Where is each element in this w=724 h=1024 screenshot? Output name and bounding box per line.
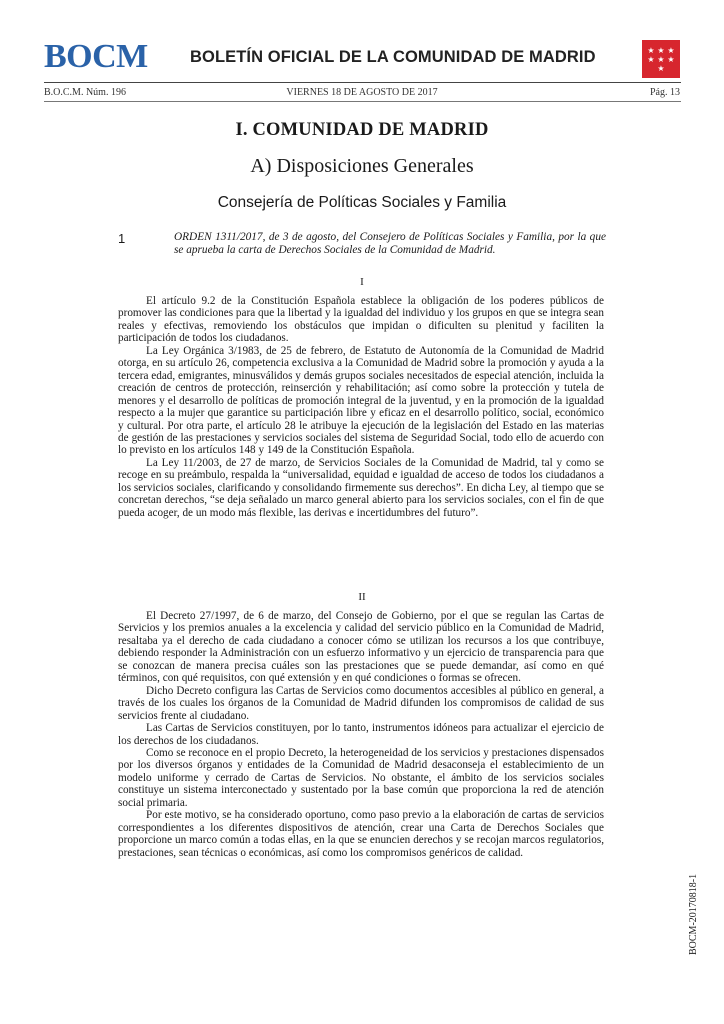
- bocm-logo: BOCM: [44, 38, 148, 75]
- paragraph: Las Cartas de Servicios constituyen, por lo tanto, instrumentos idóneos para actualizar el ejercicio de los derechos de los ciudadanos.: [118, 722, 604, 747]
- gazette-title: BOLETÍN OFICIAL DE LA COMUNIDAD DE MADRID: [190, 48, 596, 66]
- part-numeral: II: [358, 591, 366, 603]
- issue-number: B.O.C.M. Núm. 196: [44, 87, 126, 98]
- part-body: [118, 295, 604, 519]
- paragraph: El Decreto 27/1997, de 6 de marzo, del Consejo de Gobierno, por el que se regulan las Cartas de Servicios y los premios anuales a la excelencia y calidad del servicio público en la Comunidad de Madrid, resaltaba ya el derecho de cada ciudadano a conocer cómo se utilizan los recursos a los que contribuye, debiendo responder la Administración con un esfuerzo informativo y un ejercicio de transparencia para que se conozcan de manera precisa cuáles son las prestaciones que se puede demandar, así como en qué términos, con qué requisitos, con qué extensión y en qué condiciones o formas se ofrecen.: [118, 610, 604, 685]
- subsection-heading: A) Disposiciones Generales: [250, 155, 474, 177]
- document-code: BOCM-20170818-1: [688, 873, 699, 955]
- page-number: Pág. 13: [650, 87, 680, 98]
- paragraph: La Ley 11/2003, de 27 de marzo, de Servicios Sociales de la Comunidad de Madrid, tal y como se recoge en su preámbulo, respalda la “universalidad, equidad e igualdad de acceso de todos los ciudadanos a los servicios sociales, clarificando y consolidando firmemente sus derechos”. En dicha Ley, al tiempo que se concretan derechos, “se deja señalado un marco general abierto para los servicios sociales, con el fin de que pueda acoger, de un modo más flexible, las derivas e incertidumbres del futuro”.: [118, 456, 604, 519]
- paragraph: La Ley Orgánica 3/1983, de 25 de febrero, de Estatuto de Autonomía de la Comunidad de Madrid otorga, en su artículo 26, competencia exclusiva a la Comunidad de Madrid sobre la promoción y ayuda a la tercera edad, emigrantes, minusválidos y demás grupos sociales necesitados de especial atención, incluida la creación de centros de protección, reinserción y rehabilitación; así como sobre la protección y tutela de menores y el desarrollo de políticas de promoción integral de la juventud, y en la promoción de la igualdad respecto a la mujer que garantice su participación libre y eficaz en el desarrollo político, social, económico y cultural. Por otra parte, el artículo 28 le atribuye la ejecución de la legislación del Estado en las materias de gestión de las prestaciones y servicios sociales del sistema de Seguridad Social, todo ello de acuerdo con lo previsto en los artículos 148 y 149 de la Constitución Española.: [118, 344, 604, 457]
- paragraph: Dicho Decreto configura las Cartas de Servicios como documentos accesibles al público en general, a través de los cuales los órganos de la Comunidad de Madrid difunden los compromisos de calidad de sus servicios frente al ciudadano.: [118, 684, 604, 722]
- order-number: 1: [118, 231, 126, 246]
- part-numeral: I: [360, 276, 364, 288]
- paragraph: Como se reconoce en el propio Decreto, la heterogeneidad de los servicios y prestaciones dispensados por los diversos órganos y entidades de la Comunidad de Madrid desaconseja el establecimiento de un modelo uniforme y cerrado de Cartas de Servicios. No obstante, el ámbito de los servicios sociales constituye un sistema interconectado y sustentado por la base común que proporciona la red de atención social primaria.: [118, 746, 604, 809]
- department-heading: Consejería de Políticas Sociales y Familia: [217, 194, 507, 211]
- section-heading: I. COMUNIDAD DE MADRID: [235, 120, 489, 140]
- paragraph: Por este motivo, se ha considerado oportuno, como paso previo a la elaboración de cartas de servicios correspondientes a los diferentes dispositivos de atención, crear una Carta de Derechos Sociales que proporcione un marco común a todas ellas, en la que se enuncien derechos y se recojan marcos regulatorios, prestaciones, sean técnicas o económicas, así como los compromisos genéricos de calidad.: [118, 809, 604, 859]
- order-title: ORDEN 1311/2017, de 3 de agosto, del Consejero de Políticas Sociales y Familia, por la que se aprueba la carta de Derechos Sociales de la Comunidad de Madrid.: [174, 231, 606, 256]
- issue-date: VIERNES 18 DE AGOSTO DE 2017: [286, 87, 438, 98]
- header-rule: [44, 82, 681, 83]
- part-body: [118, 610, 604, 859]
- paragraph: El artículo 9.2 de la Constitución Española establece la obligación de los poderes públicos de promover las condiciones para que la libertad y la igualdad del individuo y los grupos en que se integra sean reales y efectivas, removiendo los obstáculos que impidan o dificulten su plenitud y faciliten la participación de todos los ciudadanos.: [118, 295, 604, 345]
- madrid-flag-icon: ★ ★ ★ ★ ★ ★ ★: [642, 40, 680, 78]
- header-underline: [44, 101, 681, 102]
